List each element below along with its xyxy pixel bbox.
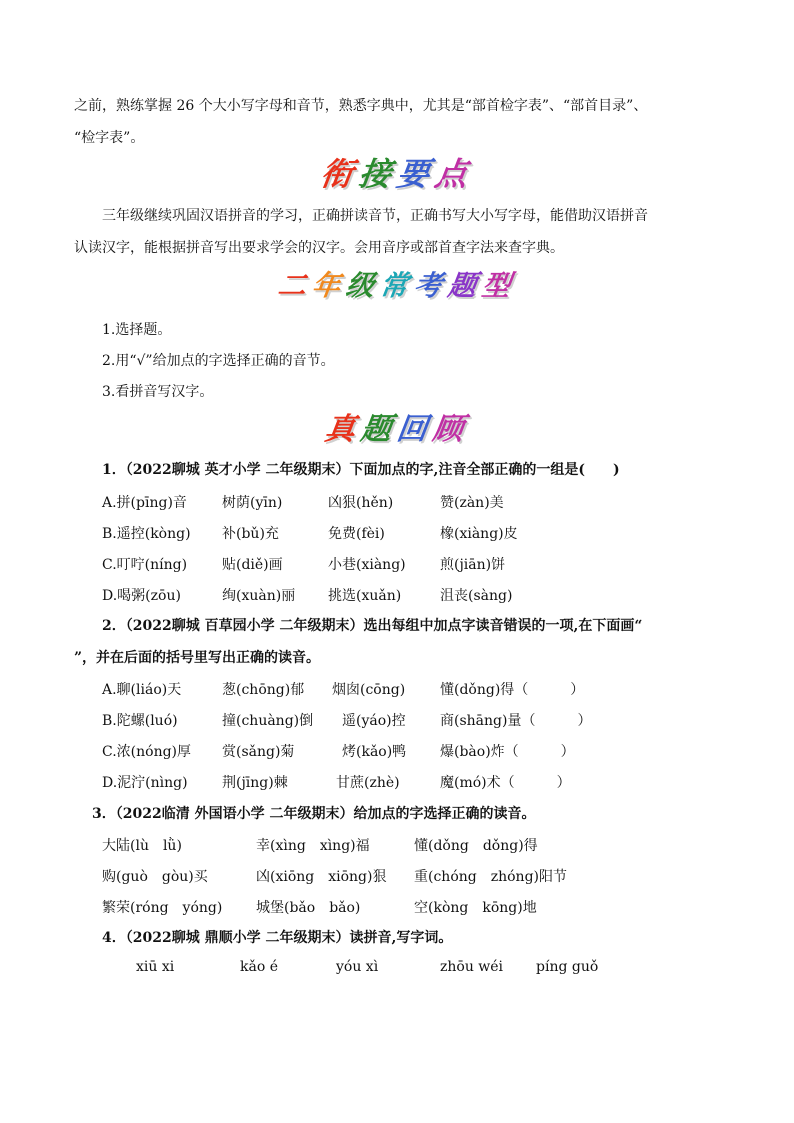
q1-option: 贴(diě)画 — [222, 557, 283, 573]
q1-option: 沮丧(sàng) — [440, 588, 513, 604]
type-item-3: 3.看拼音写汉字。 — [102, 384, 214, 400]
banner-char: 要 — [394, 155, 438, 193]
q2-option: 遥(yáo)控 — [342, 713, 406, 729]
q1-option: 挑选(xuǎn) — [328, 588, 402, 604]
banner-char: 衔 — [318, 155, 362, 193]
para-line-1: 三年级继续巩固汉语拼音的学习，正确拼读音节，正确书写大小写字母，能借助汉语拼音 — [102, 208, 648, 224]
q2-option: 甘蔗(zhè) — [336, 775, 400, 791]
q2-option: 撞(chuàng)倒 — [222, 713, 314, 729]
q2-option: 商(shāng)量（ ） — [440, 713, 592, 729]
q3-option: 幸(xìng xìng)福 — [256, 838, 370, 854]
banner-char: 常 — [377, 269, 417, 302]
q1-option: 凶狠(hěn) — [328, 495, 394, 511]
q3-option: 购(guò gòu)买 — [102, 869, 208, 885]
banner-char: 题 — [445, 269, 485, 302]
banner-char: 级 — [343, 269, 383, 302]
q2-option: 烤(kǎo)鸭 — [342, 744, 407, 760]
banner-char: 考 — [411, 269, 451, 302]
banner-past-questions — [0, 410, 794, 450]
q2-option: 葱(chōng)郁 — [222, 682, 305, 698]
q1-option: 免费(fèi) — [328, 526, 385, 542]
q2-option: 爆(bào)炸（ ） — [440, 744, 575, 760]
q2-option: 荆(jīng)棘 — [222, 775, 288, 791]
q1-option: 橡(xiàng)皮 — [440, 526, 518, 542]
banner-key-points-text — [318, 154, 476, 194]
banner-past-questions-text — [322, 410, 472, 450]
q3-option: 凶(xiōng xiōng)狠 — [256, 869, 387, 885]
type-item-1: 1.选择题。 — [102, 322, 172, 338]
q2-option: 赏(sǎng)菊 — [222, 744, 295, 760]
q1-option: 煎(jiān)饼 — [440, 557, 506, 573]
q2-stem-line-2: ”，并在后面的括号里写出正确的读音。 — [74, 650, 321, 666]
q4-pinyin: kǎo é — [240, 959, 278, 975]
q2-option: 烟囱(cōng) — [332, 682, 406, 698]
q1-option: C.叮咛(níng) — [102, 557, 188, 573]
type-item-2: 2.用“√”给加点的字选择正确的音节。 — [102, 353, 335, 369]
q1-option: B.遥控(kòng) — [102, 526, 191, 542]
q1-option: D.喝粥(zōu) — [102, 588, 181, 604]
q4-pinyin: yóu xì — [336, 959, 379, 975]
para-line-2: 认读汉字，能根据拼音写出要求学会的汉字。会用音序或部首查字法来查字典。 — [74, 240, 564, 256]
q1-option: 小巷(xiàng) — [328, 557, 406, 573]
q4-stem: 4．（2022聊城 鼎顺小学 二年级期末）读拼音,写字词。 — [102, 930, 453, 946]
banner-char: 回 — [394, 412, 436, 447]
banner-char: 二 — [275, 269, 315, 302]
banner-key-points — [0, 154, 794, 194]
banner-char: 点 — [432, 155, 476, 193]
q2-option: C.浓(nóng)厚 — [102, 744, 192, 760]
banner-char: 真 — [322, 412, 364, 447]
q4-pinyin: píng guǒ — [536, 959, 599, 975]
q2-option: D.泥泞(nìng) — [102, 775, 188, 791]
banner-char: 接 — [356, 155, 400, 193]
banner-char: 题 — [358, 412, 400, 447]
banner-char: 年 — [309, 269, 349, 302]
q3-option: 城堡(bǎo bǎo) — [256, 900, 361, 916]
q1-stem: 1．（2022聊城 英才小学 二年级期末）下面加点的字,注音全部正确的一组是( ) — [102, 462, 620, 478]
q2-option: 懂(dǒng)得（ ） — [440, 682, 585, 698]
q2-option: B.陀螺(luó) — [102, 713, 178, 729]
q2-option: A.聊(liáo)天 — [102, 682, 182, 698]
intro-line-1: 之前，熟练掌握 26 个大小写字母和音节，熟悉字典中，尤其是“部首检字表”、“部首目录”、 — [74, 98, 648, 114]
q3-option: 空(kòng kōng)地 — [414, 900, 537, 916]
q1-option: 赞(zàn)美 — [440, 495, 504, 511]
banner-common-types — [0, 266, 794, 306]
q3-option: 重(chóng zhóng)阳节 — [414, 869, 567, 885]
q2-option: 魔(mó)术（ ） — [440, 775, 571, 791]
q3-option: 大陆(lù lǜ) — [102, 838, 182, 854]
q1-option: 树荫(yīn) — [222, 495, 283, 511]
banner-char: 型 — [479, 269, 519, 302]
banner-common-types-text — [275, 266, 519, 306]
q1-option: A.拼(pīng)音 — [102, 495, 187, 511]
q3-option: 繁荣(róng yóng) — [102, 900, 223, 916]
banner-char: 顾 — [430, 412, 472, 447]
q3-option: 懂(dǒng dǒng)得 — [414, 838, 538, 854]
q2-stem-line-1: 2．（2022聊城 百草园小学 二年级期末）选出每组中加点字读音错误的一项,在下面画“ — [102, 618, 643, 634]
q4-pinyin: xiū xi — [136, 959, 175, 975]
q1-option: 绚(xuàn)丽 — [222, 588, 296, 604]
intro-line-2: “检字表”。 — [74, 130, 145, 146]
q3-stem: 3．（2022临清 外国语小学 二年级期末）给加点的字选择正确的读音。 — [92, 806, 536, 822]
q1-option: 补(bǔ)充 — [222, 526, 279, 542]
q4-pinyin: zhōu wéi — [440, 959, 504, 975]
